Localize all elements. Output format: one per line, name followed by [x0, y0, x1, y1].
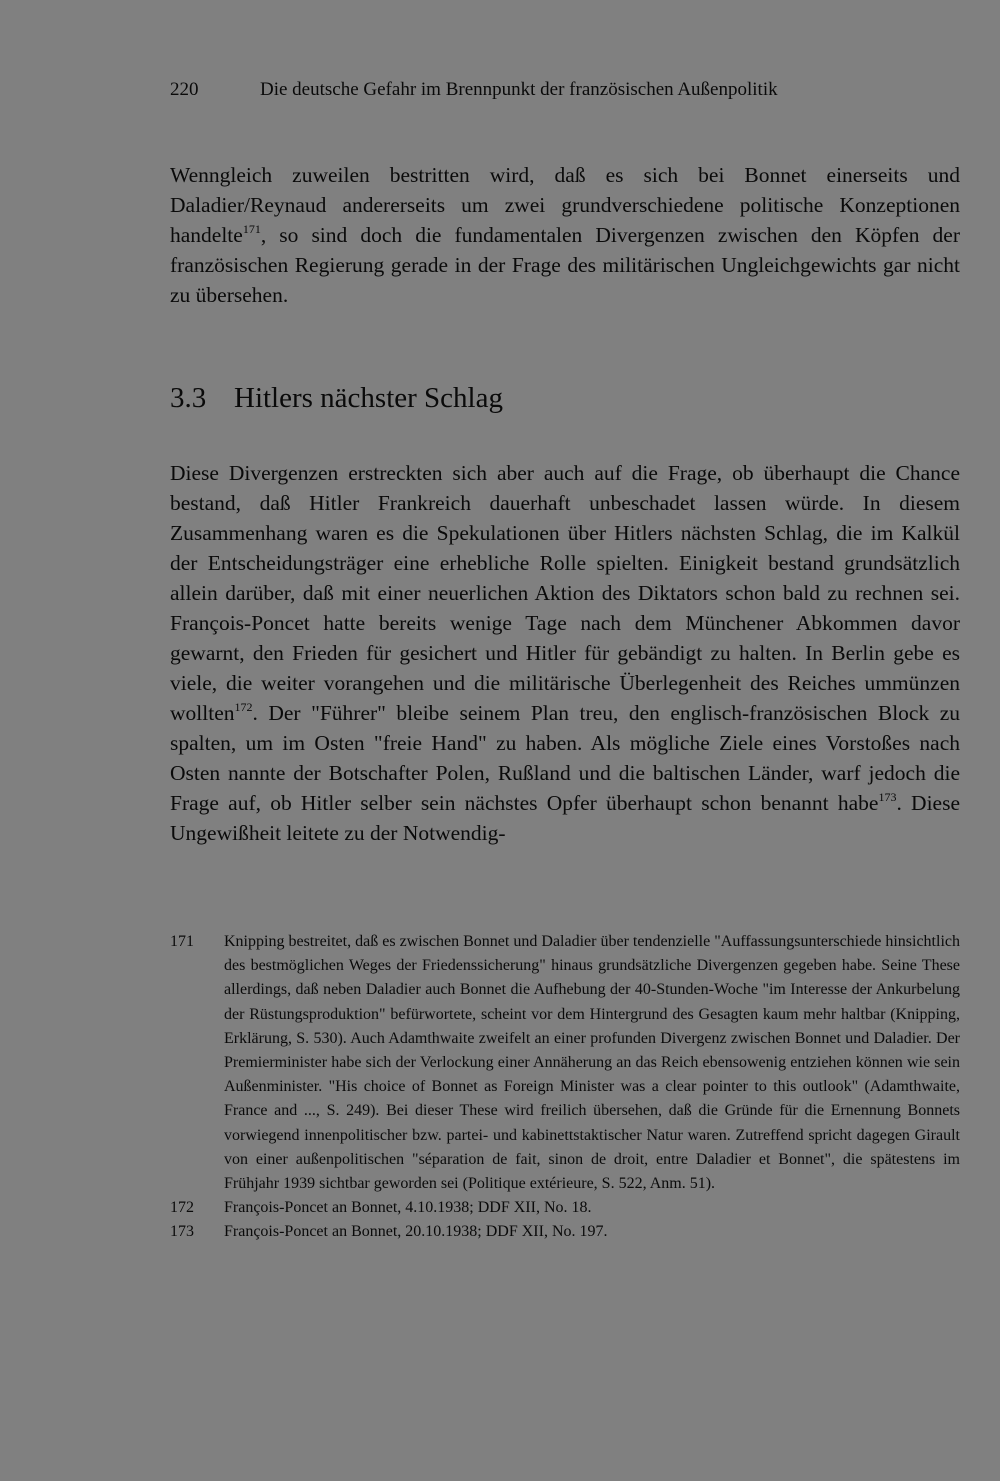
paragraph-text: , so sind doch die fundamentalen Divergenzen zwischen den Köpfen der französischen Regierung gerade in der Frage des militärischen Ungleichgewichts gar nicht zu übersehen.	[170, 223, 960, 307]
footnote-ref-173[interactable]: 173	[878, 790, 897, 804]
footnotes	[170, 930, 960, 1245]
running-title: Die deutsche Gefahr im Brennpunkt der französischen Außenpolitik	[260, 79, 778, 100]
paragraph-text: . Der "Führer" bleibe seinem Plan treu, den englisch-französischen Block zu spalten, um im Osten "freie Hand" zu haben. Als mögliche Ziele eines Vorstoßes nach Osten nannte der Botschafter Polen, Rußland und die baltischen Länder, warf jedoch die Frage auf, ob Hitler selber sein nächstes Opfer überhaupt schon benannt habe	[170, 701, 960, 815]
body-paragraph-1	[170, 160, 960, 310]
paragraph-text: . Diese Ungewißheit leitete zu der Notwendig-	[170, 791, 960, 845]
section-number: 3.3	[170, 382, 207, 414]
running-header	[170, 78, 960, 102]
footnote-number: 172	[170, 1199, 194, 1217]
footnote-text: Knipping bestreitet, daß es zwischen Bonnet und Daladier über tendenzielle "Auffassungsunterschiede hinsichtlich des bestmöglichen Weges der Friedenssicherung" hinaus grundsätzliche Divergenzen gegeben habe. Seine These allerdings, daß neben Daladier auch Bonnet die Aufhebung der 40-Stunden-Woche "im Interesse der Ankurbelung der Rüstungsproduktion" befürwortete, scheint vor dem Hintergrund des Gesagten kaum mehr haltbar (Knipping, Erklärung, S. 530). Auch Adamthwaite zweifelt an einer profunden Divergenz zwischen Bonnet und Daladier. Der Premierminister habe sich der Verlockung einer Annäherung an das Reich ebensowenig entziehen können wie sein Außenminister. "His choice of Bonnet as Foreign Minister was a clear pointer to this outlook" (Adamthwaite, France and ..., S. 249). Bei dieser These wird freilich übersehen, daß die Gründe für die Ernennung Bonnets vorwiegend innenpolitischer bzw. partei- und kabinettstaktischer Natur waren. Zutreffend spricht dagegen Girault von einer außenpolitischen "séparation de fait, sinon de droit, entre Daladier et Bonnet", die spätestens im Frühjahr 1939 sichtbar geworden sei (Politique extérieure, S. 522, Anm. 51).	[224, 933, 960, 1193]
section-heading	[170, 380, 503, 416]
footnote-ref-172[interactable]: 172	[234, 700, 253, 714]
footnote-ref-171[interactable]: 171	[242, 222, 261, 236]
section-title: Hitlers nächster Schlag	[234, 382, 503, 414]
footnote-text: François-Poncet an Bonnet, 20.10.1938; DDF XII, No. 197.	[224, 1223, 608, 1241]
footnote-173	[170, 1220, 960, 1244]
footnote-number: 171	[170, 933, 194, 950]
paragraph-text: Diese Divergenzen erstreckten sich aber auch auf die Frage, ob überhaupt die Chance bestand, daß Hitler Frankreich dauerhaft unbeschadet lassen würde. In diesem Zusammenhang waren es die Spekulationen über Hitlers nächsten Schlag, die im Kalkül der Entscheidungsträger eine erhebliche Rolle spielten. Einigkeit bestand grundsätzlich allein darüber, daß mit einer neuerlichen Aktion des Diktators schon bald zu rechnen sei. François-Poncet hatte bereits wenige Tage nach dem Münchener Abkommen davor gewarnt, den Frieden für gesichert und Hitler für gebändigt zu halten. In Berlin gebe es viele, die weiter vorangehen und die militärische Überlegenheit des Reiches ummünzen wollten	[170, 461, 960, 725]
footnote-number: 173	[170, 1223, 194, 1241]
footnote-171	[170, 930, 960, 1196]
paragraph-text: Wenngleich zuweilen bestritten wird, daß es sich bei Bonnet einerseits und Daladier/Reynaud andererseits um zwei grundverschiedene politische Konzeptionen handelte	[170, 163, 960, 247]
page-number: 220	[170, 79, 199, 100]
body-paragraph-2	[170, 458, 960, 848]
footnote-text: François-Poncet an Bonnet, 4.10.1938; DDF XII, No. 18.	[224, 1199, 592, 1217]
footnote-172	[170, 1196, 960, 1220]
